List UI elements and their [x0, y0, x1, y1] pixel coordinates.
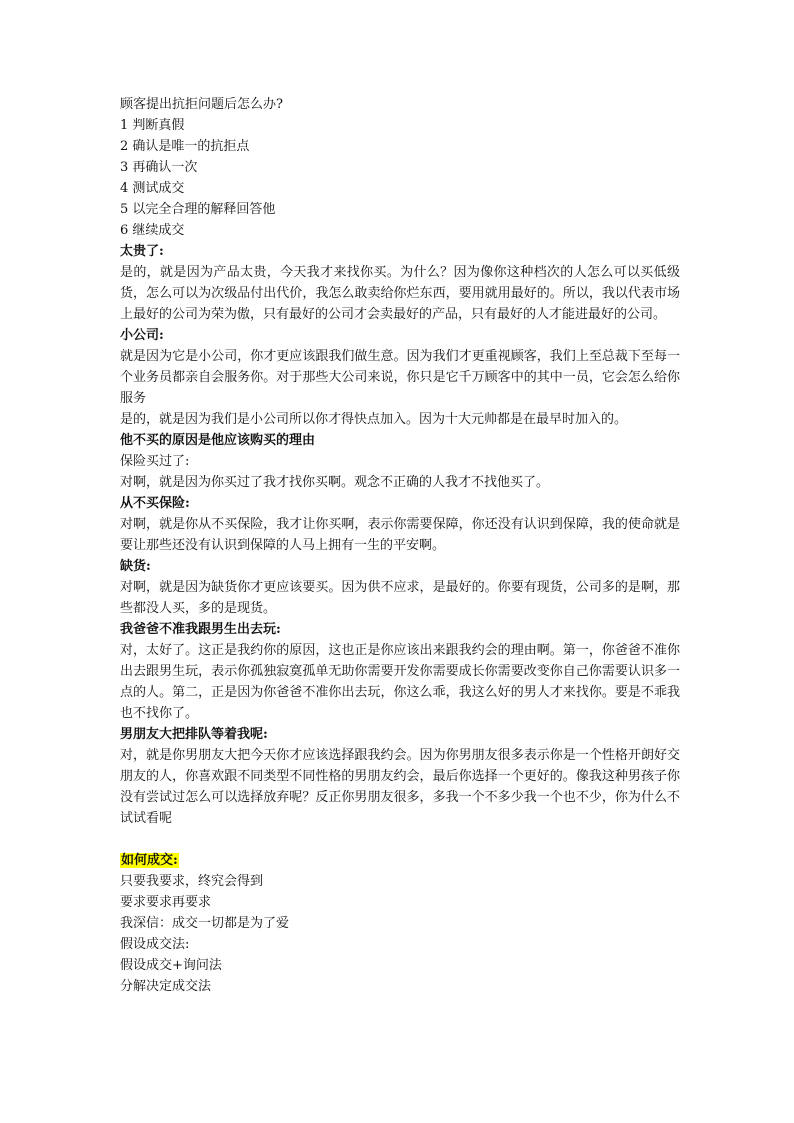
section-body-small-company: 就是因为它是小公司，你才更应该跟我们做生意。因为我们才更重视顾客，我们上至总裁下至每一个业务员都亲自会服务你。对于那些大公司来说，你只是它千万顾客中的其中一员，它会怎么给你服务 [120, 349, 680, 406]
subheading-bought-insurance: 保险买过了: [120, 454, 190, 469]
section-heading-small-company: 小公司: [120, 328, 164, 343]
section-heading-too-expensive: 太贵了: [120, 244, 164, 259]
section-heading-out-of-stock: 缺货: [120, 559, 151, 574]
step-item: 2 确认是唯一的抗拒点 [120, 139, 250, 154]
section-body-small-company-2: 是的，就是因为我们是小公司所以你才得快点加入。因为十大元帅都是在最早时加入的。 [120, 412, 628, 427]
closing-line: 要求要求再要求 [120, 895, 212, 910]
section-heading-reason-principle: 他不买的原因是他应该购买的理由 [120, 433, 316, 448]
closing-heading-highlighted: 如何成交: [121, 853, 178, 868]
closing-line: 假设成交法: [120, 937, 190, 952]
section-body-bought-insurance: 对啊，就是因为你买过了我才找你买啊。观念不正确的人我才不找他买了。 [120, 475, 550, 490]
document-title: 顾客提出抗拒问题后怎么办? [120, 97, 283, 112]
section-heading-dad-forbids: 我爸爸不准我跟男生出去玩: [120, 622, 281, 637]
step-item: 1 判断真假 [120, 118, 185, 133]
closing-line: 假设成交+询问法 [120, 958, 222, 973]
section-heading-many-boyfriends: 男朋友大把排队等着我呢: [120, 727, 268, 742]
section-body-many-boyfriends: 对，就是你男朋友大把今天你才应该选择跟我约会。因为你男朋友很多表示你是一个性格开朗好交朋友的人，你喜欢跟不同类型不同性格的男朋友约会，最后你选择一个更好的。像我这种男孩子你没有尝试过怎么可以选择放弃呢？反正你男朋友很多，多我一个不多少我一个也不少，你为什么不试试看呢 [120, 748, 680, 826]
document-page [120, 94, 680, 997]
closing-line: 我深信：成交一切都是为了爱 [120, 916, 290, 931]
section-body-too-expensive: 是的，就是因为产品太贵，今天我才来找你买。为什么？因为像你这种档次的人怎么可以买低级货，怎么可以为次级品付出代价，我怎么敢卖给你烂东西，要用就用最好的。所以，我以代表市场上最好的公司为荣为傲，只有最好的公司才会卖最好的产品，只有最好的人才能进最好的公司。 [120, 265, 680, 322]
step-item: 4 测试成交 [120, 181, 185, 196]
section-body-dad-forbids: 对，太好了。这正是我约你的原因，这也正是你应该出来跟我约会的理由啊。第一，你爸爸不准你出去跟男生玩，表示你孤独寂寞孤单无助你需要开发你需要成长你需要改变你自己你需要认识多一点的人。第二，正是因为你爸爸不准你出去玩，你这么乖，我这么好的男人才来找你。要是不乖我也不找你了。 [120, 643, 680, 721]
step-item: 3 再确认一次 [120, 160, 198, 175]
step-item: 6 继续成交 [120, 223, 185, 238]
closing-line: 只要我要求，终究会得到 [120, 874, 264, 889]
section-heading-never-insurance: 从不买保险: [120, 496, 190, 511]
step-item: 5 以完全合理的解释回答他 [120, 202, 276, 217]
closing-heading-row [120, 850, 680, 871]
section-body-out-of-stock: 对啊，就是因为缺货你才更应该要买。因为供不应求，是最好的。你要有现货，公司多的是啊，那些都没人买，多的是现货。 [120, 580, 680, 616]
closing-line: 分解决定成交法 [120, 979, 212, 994]
blank-line [120, 829, 680, 850]
section-body-never-insurance: 对啊，就是你从不买保险，我才让你买啊，表示你需要保障，你还没有认识到保障，我的使命就是要让那些还没有认识到保障的人马上拥有一生的平安啊。 [120, 517, 680, 553]
